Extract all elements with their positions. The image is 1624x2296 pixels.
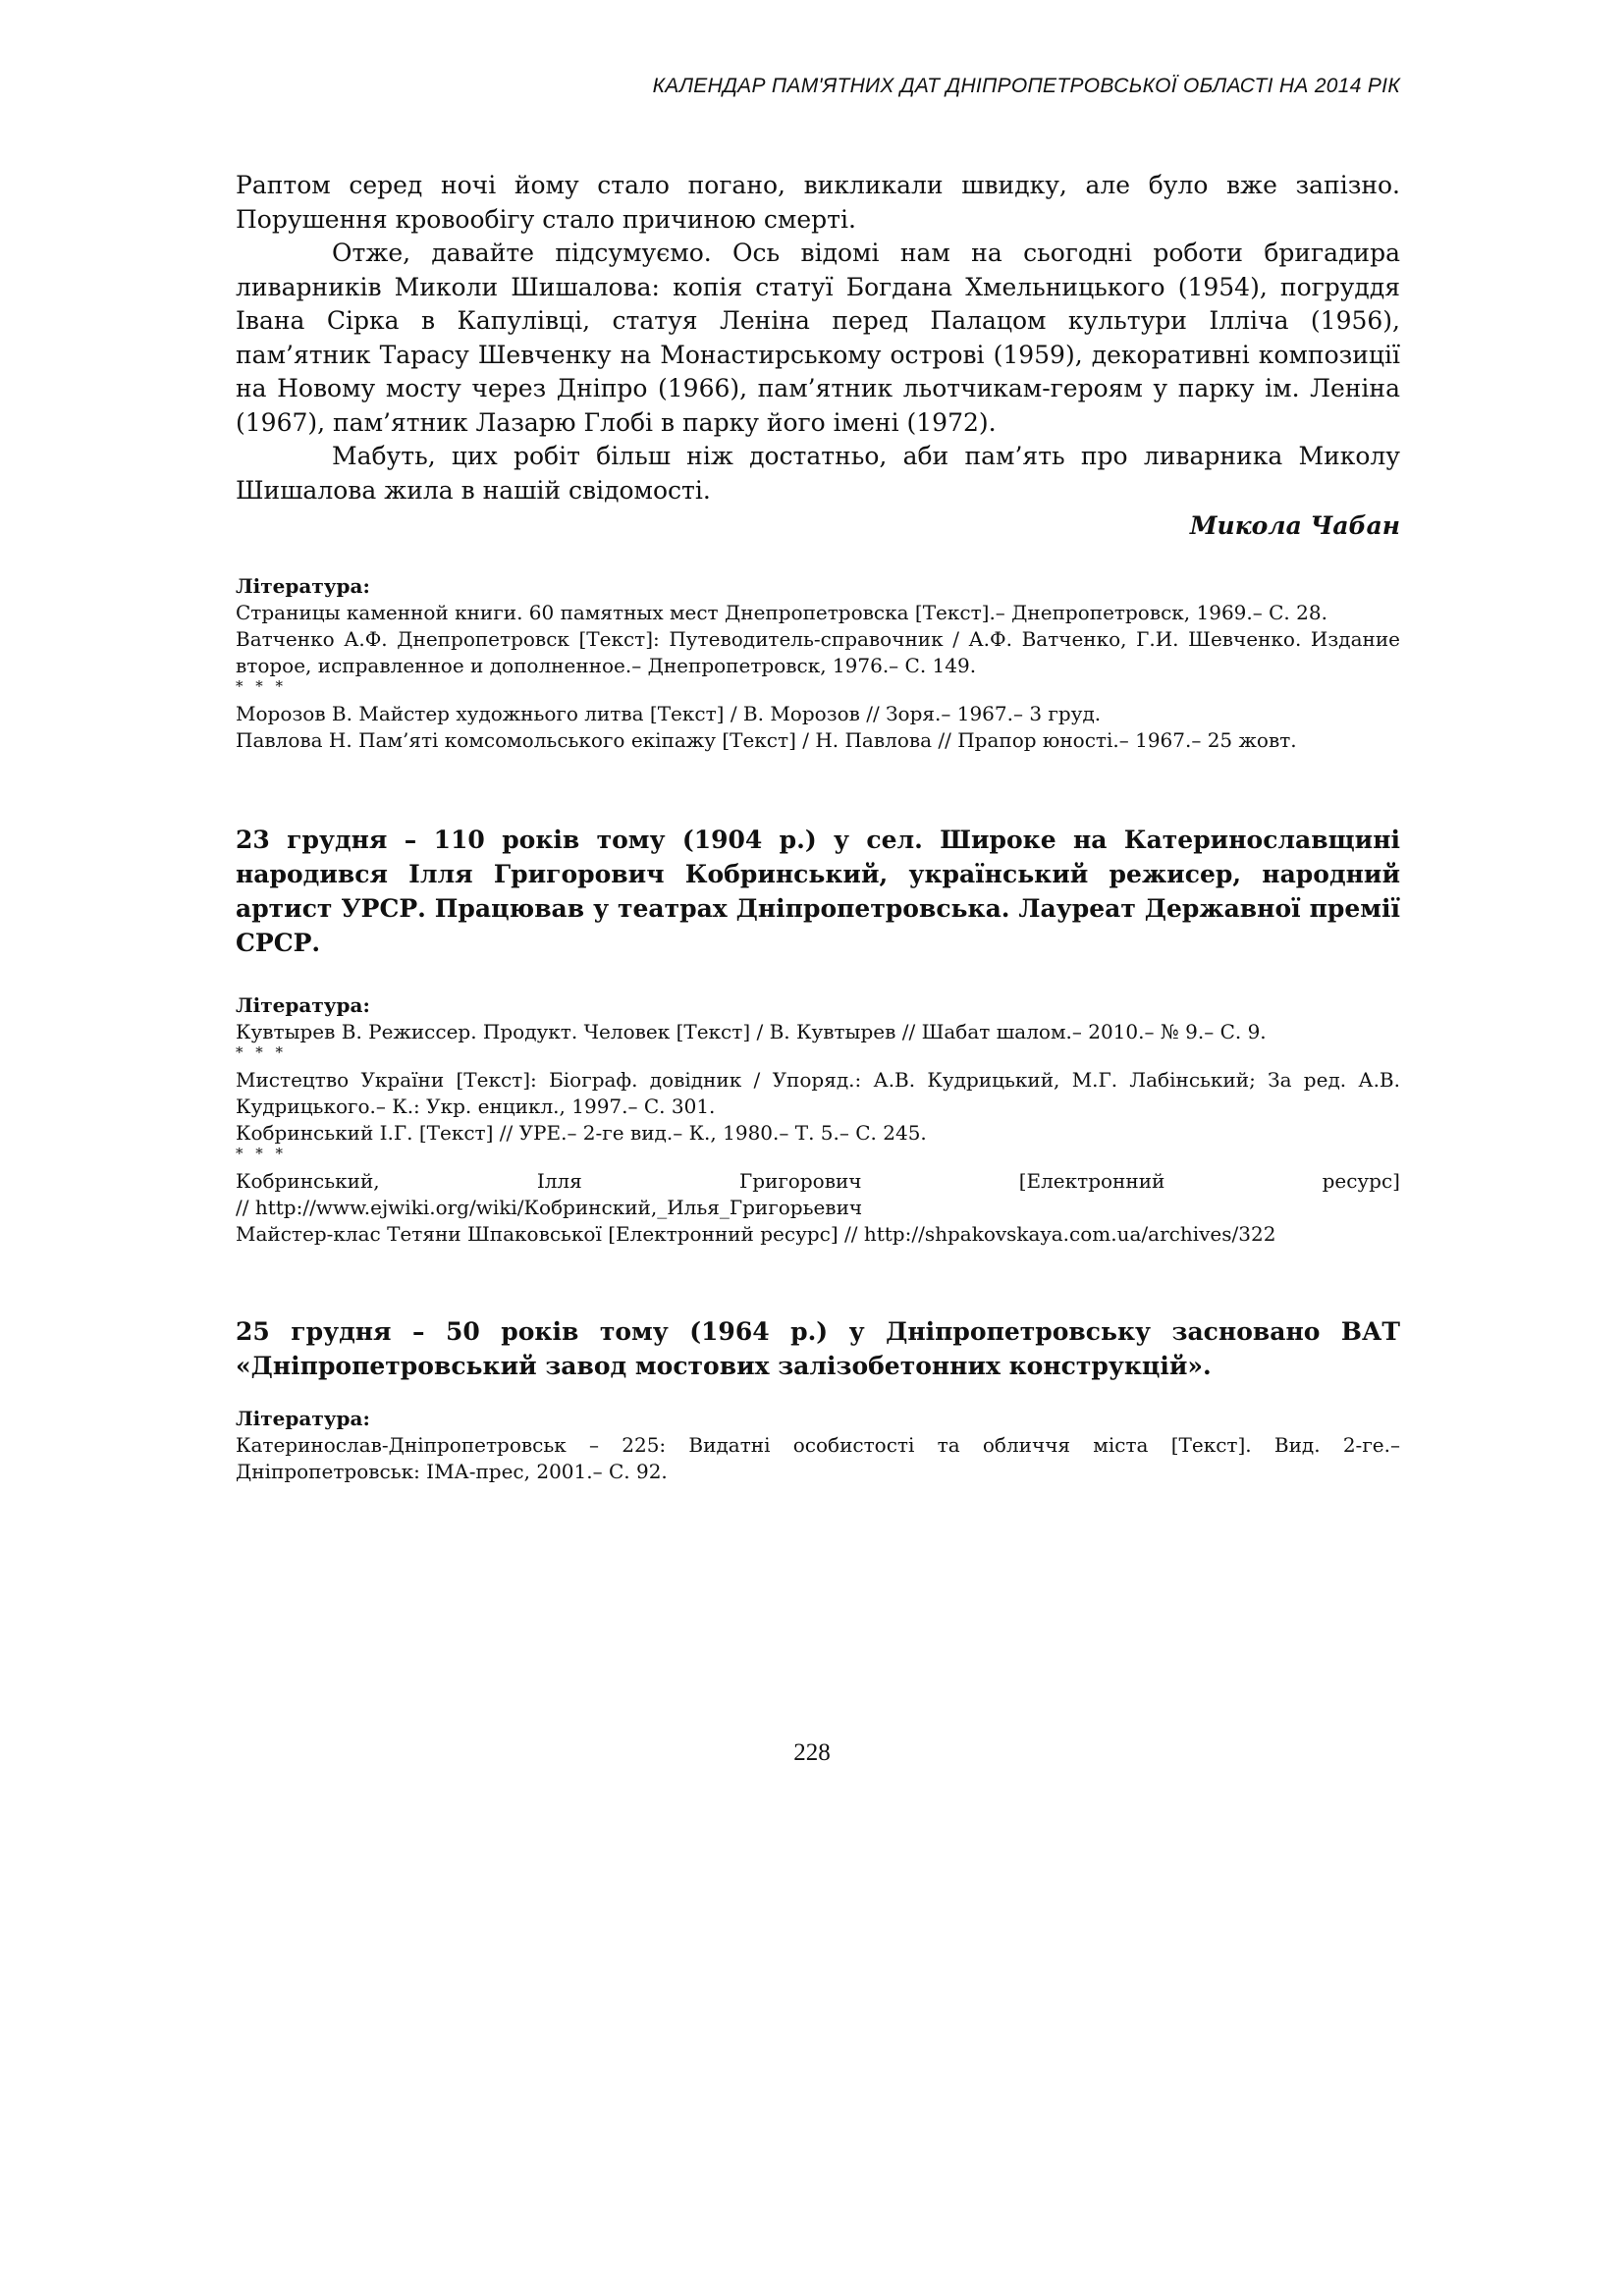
article-paragraph: Отже, давайте підсумуємо. Ось відомі нам на сьогодні роботи бригадира ливарників Миколи Шишалова: копія статуї Богдана Хмельницького (1954), погруддя Івана Сірка в Капулівці, статуя Леніна перед Палацом культури Ілліча (1956), пам’ятник Тарасу Шевченку на Монастирському острові (1959), декоративні композиції на Новому мосту через Дніпро (1966), пам’ятник льотчикам-героям у парку ім. Леніна (1967), пам’ятник Лазарю Глобі в парку його імені (1972). (236, 239, 1400, 437)
page-number: 228 (793, 1739, 831, 1766)
literature-word: Григорович (738, 1169, 862, 1193)
literature-item: Страницы каменной книги. 60 памятных мест Днепропетровска [Текст].– Днепропетровск, 1969.– С. 28. (236, 601, 1327, 624)
literature-separator: * * * (236, 1145, 288, 1162)
literature-item (236, 1168, 1400, 1195)
literature-item: Морозов В. Майстер художнього литва [Текст] / В. Морозов // Зоря.– 1967.– 3 груд. (236, 702, 1102, 725)
literature-item: Ватченко А.Ф. Днепропетровск [Текст]: Путеводитель-справочник / А.Ф. Ватченко, Г.И. Шевченко. Издание второе, исправленное и дополненное.– Днепропетровск, 1976.– С. 149. (236, 627, 1400, 677)
literature-separator: * * * (236, 1043, 288, 1061)
event-heading: 25 грудня – 50 років тому (1964 р.) у Дніпропетровську засновано ВАТ «Дніпропетровський завод мостових залізобетонних конструкцій». (236, 1317, 1400, 1380)
literature-label: Література: (236, 574, 370, 598)
literature-word: Кобринський, (236, 1169, 380, 1193)
running-header: КАЛЕНДАР ПАМ'ЯТНИХ ДАТ ДНІПРОПЕТРОВСЬКОЇ ОБЛАСТІ НА 2014 РІК (652, 75, 1400, 97)
literature-item: Павлова Н. Пам’яті комсомольського екіпажу [Текст] / Н. Павлова // Прапор юності.– 1967.– 25 жовт. (236, 728, 1297, 752)
literature-word: ресурс] (1322, 1169, 1400, 1193)
literature-item: Кувтырев В. Режиссер. Продукт. Человек [Текст] / В. Кувтырев // Шабат шалом.– 2010.– № 9.– С. 9. (236, 1020, 1267, 1043)
article-paragraph: Раптом серед ночі йому стало погано, викликали швидку, але було вже запізно. Порушення кровообігу стало причиною смерті. (236, 171, 1400, 234)
literature-item: Катеринослав-Дніпропетровськ – 225: Видатні особистості та обличчя міста [Текст]. Вид. 2-ге.– Дніпропетровськ: ІМА-прес, 2001.– С. 92. (236, 1433, 1400, 1483)
literature-word: [Електронний (1018, 1169, 1165, 1193)
literature-word: Ілля (536, 1169, 582, 1193)
literature-link: // http://www.ejwiki.org/wiki/Кобринский,_Илья_Григорьевич (236, 1196, 863, 1219)
event-heading: 23 грудня – 110 років тому (1904 р.) у сел. Широке на Катеринославщині народився Ілля Григорович Кобринський, український режисер, народний артист УРСР. Працював у театрах Дніпропетровська. Лауреат Державної премії СРСР. (236, 826, 1400, 957)
literature-block (236, 991, 1400, 1248)
literature-label: Література: (236, 1407, 370, 1430)
article-body (236, 169, 1400, 507)
literature-block (236, 572, 1400, 754)
literature-separator: * * * (236, 677, 288, 695)
literature-label: Література: (236, 993, 370, 1017)
article-paragraph: Мабуть, цих робіт більш ніж достатньо, аби пам’ять про ливарника Миколу Шишалова жила в нашій свідомості. (236, 442, 1400, 505)
literature-link: Майстер-клас Тетяни Шпаковської [Електронний ресурс] // http://shpakovskaya.com.ua/archives/322 (236, 1222, 1276, 1246)
literature-block (236, 1405, 1400, 1485)
literature-item: Мистецтво України [Текст]: Біограф. довідник / Упоряд.: А.В. Кудрицький, М.Г. Лабінський; За ред. А.В. Кудрицького.– К.: Укр. енцикл., 1997.– С. 301. (236, 1068, 1400, 1118)
article-author: Микола Чабан (1189, 511, 1400, 540)
page-content (236, 169, 1400, 1485)
literature-item: Кобринський І.Г. [Текст] // УРЕ.– 2-ге вид.– К., 1980.– Т. 5.– С. 245. (236, 1121, 927, 1145)
